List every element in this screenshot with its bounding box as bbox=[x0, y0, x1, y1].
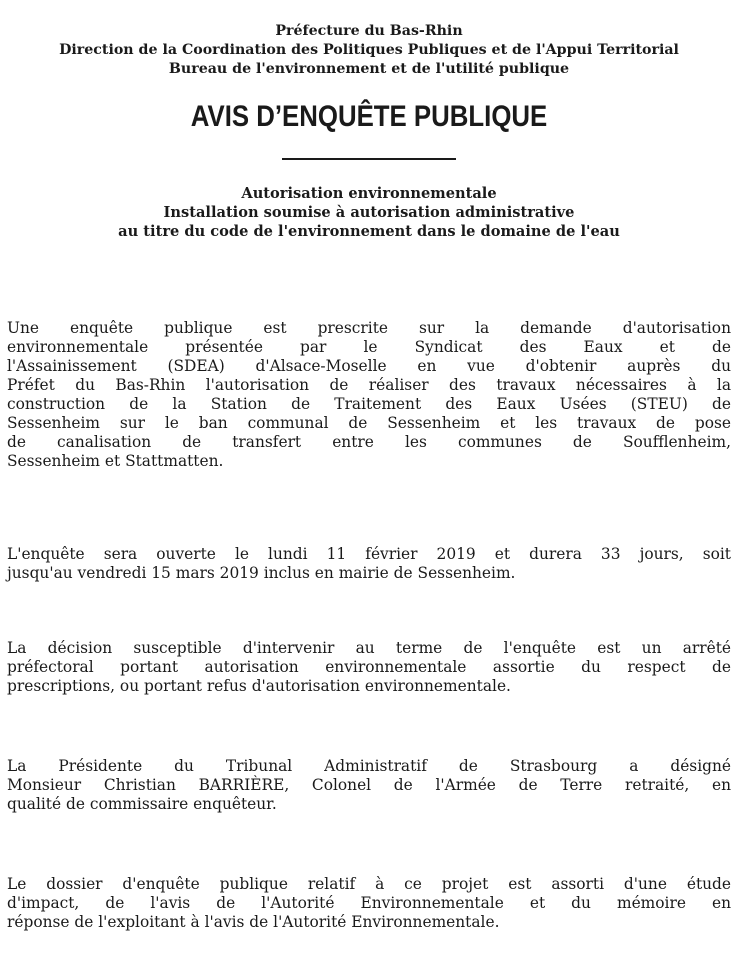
text-line: jusqu'au vendredi 15 mars 2019 inclus en mairie de Sessenheim. bbox=[7, 564, 516, 582]
paragraph-dossier bbox=[7, 875, 731, 932]
text-line: Le dossier d'enquête publique relatif à ce projet est assorti d'une étude bbox=[7, 875, 731, 893]
bureau-name: Bureau de l'environnement et de l'utilité publique bbox=[168, 61, 570, 77]
subtitle-line: Installation soumise à autorisation administrative bbox=[163, 204, 575, 221]
text-line: construction de la Station de Traitement des Eaux Usées (STEU) de bbox=[7, 395, 731, 413]
paragraph-enquiry-scope bbox=[7, 319, 731, 471]
issuing-authority-header bbox=[0, 22, 738, 79]
text-line: l'Assainissement (SDEA) d'Alsace-Moselle en vue d'obtenir auprès du bbox=[7, 357, 731, 375]
paragraph-enquiry-dates bbox=[7, 545, 731, 583]
subtitle-line: au titre du code de l'environnement dans le domaine de l'eau bbox=[118, 223, 620, 240]
paragraph-commissioner bbox=[7, 757, 731, 814]
text-line: Une enquête publique est prescrite sur la demande d'autorisation bbox=[7, 319, 731, 337]
text-line: Sessenheim et Stattmatten. bbox=[7, 452, 224, 470]
text-line: Sessenheim sur le ban communal de Sessenheim et les travaux de pose bbox=[7, 414, 731, 432]
text-line: prescriptions, ou portant refus d'autorisation environnementale. bbox=[7, 677, 511, 695]
text-line: Monsieur Christian BARRIÈRE, Colonel de l'Armée de Terre retraité, en bbox=[7, 776, 731, 794]
text-line: L'enquête sera ouverte le lundi 11 février 2019 et durera 33 jours, soit bbox=[7, 545, 731, 563]
directorate-name: Direction de la Coordination des Politiques Publiques et de l'Appui Territorial bbox=[59, 42, 679, 58]
text-line: environnementale présentée par le Syndicat des Eaux et de bbox=[7, 338, 731, 356]
paragraph-decision bbox=[7, 639, 731, 696]
text-line: préfectoral portant autorisation environnementale assortie du respect de bbox=[7, 658, 731, 676]
notice-title: AVIS D’ENQUÊTE PUBLIQUE bbox=[190, 100, 548, 133]
text-line: d'impact, de l'avis de l'Autorité Environnementale et du mémoire en bbox=[7, 894, 731, 912]
text-line: réponse de l'exploitant à l'avis de l'Autorité Environnementale. bbox=[7, 913, 500, 931]
text-line: La Présidente du Tribunal Administratif de Strasbourg a désigné bbox=[7, 757, 731, 775]
notice-subtitle bbox=[0, 184, 738, 241]
prefecture-name: Préfecture du Bas-Rhin bbox=[275, 23, 463, 39]
text-line: qualité de commissaire enquêteur. bbox=[7, 795, 277, 813]
text-line: La décision susceptible d'intervenir au terme de l'enquête est un arrêté bbox=[7, 639, 731, 657]
text-line: de canalisation de transfert entre les communes de Soufflenheim, bbox=[7, 433, 731, 451]
subtitle-line: Autorisation environnementale bbox=[241, 185, 497, 202]
title-divider bbox=[282, 158, 456, 160]
text-line: Préfet du Bas-Rhin l'autorisation de réaliser des travaux nécessaires à la bbox=[7, 376, 731, 394]
